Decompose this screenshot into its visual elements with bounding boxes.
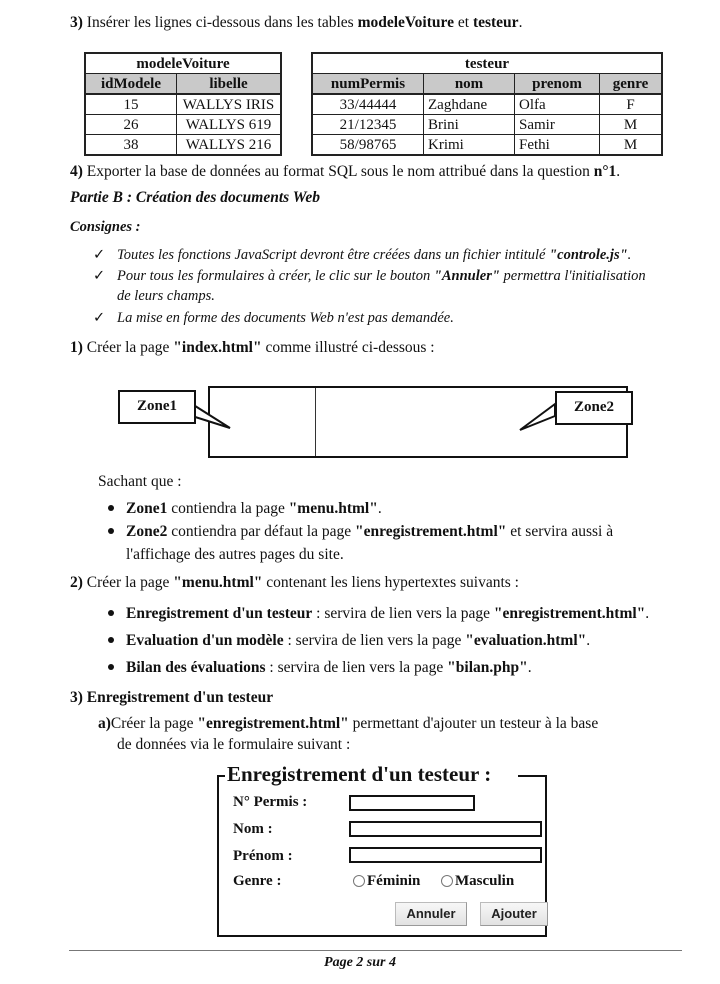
q3-enreg-heading: 3) Enregistrement d'un testeur [70,689,274,706]
checkmark-icon: ✓ [93,247,106,263]
column-header: genre [600,74,663,95]
zone2-callout: Zone2 [555,391,633,425]
column-header: numPermis [312,74,424,95]
fieldset-border [217,775,225,777]
q3a-instruction-line2: de données via le formulaire suivant : [117,736,351,753]
nom-label: Nom : [233,821,273,837]
column-header: idModele [85,74,177,95]
menu-link-item: Evaluation d'un modèle : servira de lien vers la page "evaluation.html". [108,632,590,650]
nom-input[interactable] [349,821,542,837]
question-number: 3) [70,14,83,31]
bullet-icon [108,637,114,643]
zone1-callout: Zone1 [118,390,196,424]
table-title: modeleVoiture [85,53,281,74]
checkmark-icon: ✓ [93,268,106,284]
section-title-partie-b: Partie B : Création des documents Web [70,189,321,206]
checkmark-icon: ✓ [93,310,106,326]
radio-circle-icon[interactable] [353,875,365,887]
table-row: 38 WALLYS 216 [85,135,281,156]
form-legend: Enregistrement d'un testeur : [227,762,492,786]
radio-circle-icon[interactable] [441,875,453,887]
q4-export-instruction: 4) Exporter la base de données au format SQL sous le nom attribué dans la question n°1. [70,163,621,180]
submit-button[interactable]: Ajouter [480,902,548,926]
prenom-label: Prénom : [233,848,293,864]
menu-link-item: Enregistrement d'un testeur : servira de lien vers la page "enregistrement.html". [108,605,649,623]
consignes-title: Consignes : [70,219,141,235]
prenom-input[interactable] [349,847,542,863]
footer-divider [69,950,682,951]
sachant-que: Sachant que : [98,473,182,490]
genre-label: Genre : [233,873,282,889]
bullet-continuation: l'affichage des autres pages du site. [126,546,344,563]
permis-label: N° Permis : [233,794,308,810]
column-header: nom [424,74,515,95]
bullet-icon [108,528,114,534]
q3-insert-instruction: 3) Insérer les lignes ci-dessous dans les tables modeleVoiture et testeur. [70,14,523,31]
table-row: 58/98765 Krimi Fethi M [312,135,662,156]
table-row: 21/12345 Brini Samir M [312,115,662,135]
q2-menu-instruction: 2) Créer la page "menu.html" contenant les liens hypertextes suivants : [70,574,519,591]
column-header: libelle [177,74,282,95]
bullet-icon [108,505,114,511]
permis-input[interactable] [349,795,475,811]
bullet-item: Zone2 contiendra par défaut la page "enregistrement.html" et servira aussi à [108,523,613,541]
table-row: 33/44444 Zaghdane Olfa F [312,94,662,115]
table-row: 15 WALLYS IRIS [85,94,281,115]
fieldset-border [518,775,545,777]
table-row: 26 WALLYS 619 [85,115,281,135]
menu-link-item: Bilan des évaluations : servira de lien vers la page "bilan.php". [108,659,532,677]
table-title: testeur [312,53,662,74]
bullet-icon [108,664,114,670]
bullet-item: Zone1 contiendra la page "menu.html". [108,500,382,518]
column-header: prenom [515,74,600,95]
radio-feminin[interactable]: Féminin [353,873,420,890]
bullet-icon [108,610,114,616]
radio-masculin[interactable]: Masculin [441,873,514,890]
cancel-button[interactable]: Annuler [395,902,467,926]
q3a-instruction: a)Créer la page "enregistrement.html" permettant d'ajouter un testeur à la base [98,715,599,732]
page-number: Page 2 sur 4 [324,955,396,970]
q1-index-instruction: 1) Créer la page "index.html" comme illustré ci-dessous : [70,339,435,356]
